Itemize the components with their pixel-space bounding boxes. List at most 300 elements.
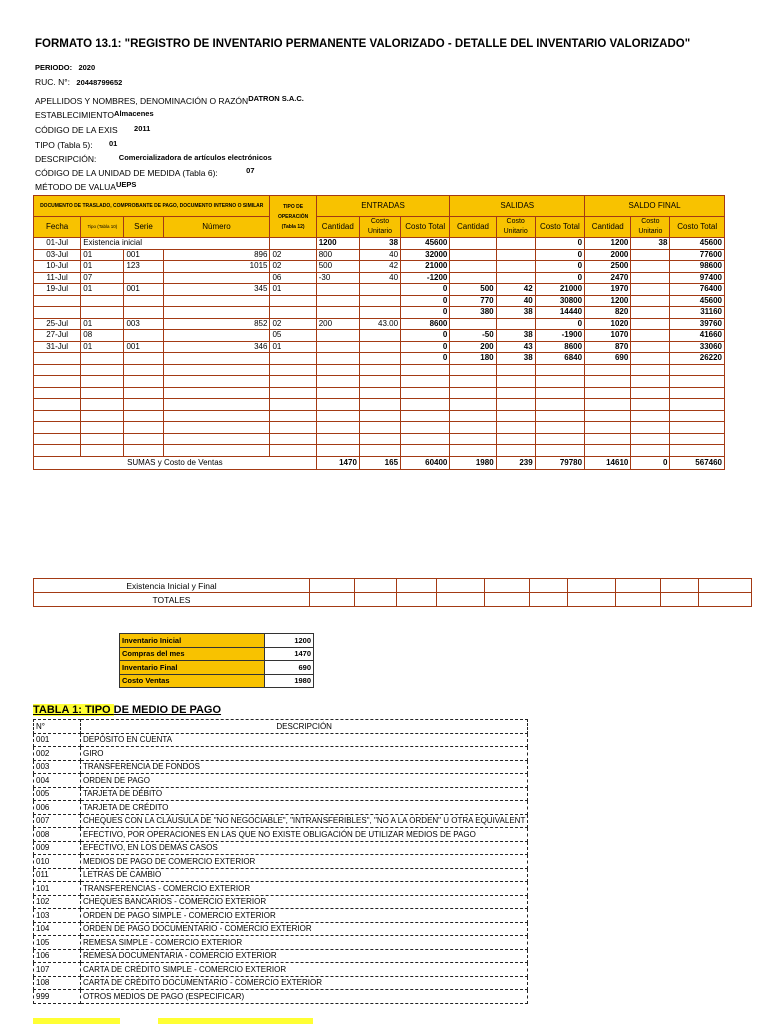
col-costo-total: Costo Total [401,217,450,238]
sum-cell: 60400 [401,456,450,469]
table-cell [34,376,81,388]
sumas-row [34,456,725,469]
pay-code: 999 [34,990,81,1004]
list-item [34,936,528,950]
table-cell [496,318,535,330]
ruc-row [35,77,122,87]
table-cell [316,445,359,457]
table-cell [535,387,584,399]
table-cell: 01 [270,341,316,353]
table-cell [316,295,359,307]
table-cell: 77600 [670,249,725,261]
table-cell: 0 [401,330,450,342]
table-cell [496,433,535,445]
table-cell [81,353,124,365]
table-cell [670,410,725,422]
table-cell [401,387,450,399]
table-cell: 45600 [670,238,725,250]
table-cell [670,364,725,376]
table-cell: 1200 [585,295,631,307]
table-cell [401,364,450,376]
table-cell: 39760 [670,318,725,330]
table-cell [450,318,496,330]
col-costo-unit: Costo Unitario [359,217,400,238]
table-cell [163,330,270,342]
table-cell: 001 [124,249,163,261]
table-cell [163,272,270,284]
col-tipo: Tipo (Tabla 10) [81,217,124,238]
table-cell [496,399,535,411]
table-cell [670,399,725,411]
table-cell [81,445,124,457]
table-cell [124,307,163,319]
pay-desc: CARTA DE CRÉDITO SIMPLE - COMERCIO EXTERIOR [81,963,528,977]
pay-desc: ORDEN DE PAGO SIMPLE - COMERCIO EXTERIOR [81,909,528,923]
col-fecha: Fecha [34,217,81,238]
pay-code: 001 [34,733,81,747]
list-item [34,828,528,842]
table-cell [496,364,535,376]
sumas-label: SUMAS y Costo de Ventas [34,456,317,469]
table-cell: 02 [270,318,316,330]
highlight-bar [158,1018,313,1024]
table-cell [124,387,163,399]
summary-value: 690 [265,661,314,675]
pay-desc: CARTA DE CRÉDITO DOCUMENTARIO - COMERCIO EXTERIOR [81,976,528,990]
table-cell: 07 [81,272,124,284]
list-item [34,949,528,963]
table-cell [585,422,631,434]
table-cell [316,433,359,445]
table-cell [359,422,400,434]
list-item [34,855,528,869]
table-cell: 896 [163,249,270,261]
table-cell [585,364,631,376]
table-cell [401,410,450,422]
table-cell [124,272,163,284]
pay-code: 107 [34,963,81,977]
table-cell: 43.00 [359,318,400,330]
table-cell [359,399,400,411]
table-cell [631,330,670,342]
ruc-value: 20448799652 [76,78,123,87]
table-cell: 11-Jul [34,272,81,284]
table-cell [270,376,316,388]
table-cell: 10-Jul [34,261,81,273]
table-cell [316,330,359,342]
table-cell: 43 [496,341,535,353]
table-cell: 0 [535,261,584,273]
totals-table [33,578,752,607]
pay-col-desc: DESCRIPCIÓN [81,720,528,734]
pay-desc: DEPÓSITO EN CUENTA [81,733,528,747]
summary-value: 1980 [265,674,314,688]
table-cell: 200 [316,318,359,330]
pay-code: 009 [34,841,81,855]
table-cell: 31160 [670,307,725,319]
table-cell [585,445,631,457]
table-cell: 0 [401,284,450,296]
sum-cell: 14610 [585,456,631,469]
table-cell: 42 [496,284,535,296]
table-cell [81,422,124,434]
table-cell: -30 [316,272,359,284]
table-cell: 200 [450,341,496,353]
table-cell [34,307,81,319]
estab-value: Almacenes [114,109,154,118]
pay-desc: OTROS MEDIOS DE PAGO (ESPECIFICAR) [81,990,528,1004]
table-cell [270,445,316,457]
table-cell: 345 [163,284,270,296]
table-cell [163,399,270,411]
pay-desc: TRANSFERENCIA DE FONDOS [81,760,528,774]
empty-row [34,387,725,399]
table-cell [496,387,535,399]
pay-code: 003 [34,760,81,774]
inventory-body [34,238,725,457]
table-cell [631,376,670,388]
table-row [34,238,725,250]
list-item [34,922,528,936]
table-cell [670,422,725,434]
table-cell [450,249,496,261]
table-cell [359,330,400,342]
table-cell: 6840 [535,353,584,365]
payment-table [33,719,528,1004]
estab-label: ESTABLECIMIENTO [35,110,115,120]
table-cell [535,445,584,457]
table-cell: -50 [450,330,496,342]
pay-desc: TARJETA DE CRÉDITO [81,801,528,815]
table-cell [270,433,316,445]
table-cell [81,433,124,445]
pay-code: 007 [34,814,81,828]
table-cell [270,410,316,422]
pay-desc: MEDIOS DE PAGO DE COMERCIO EXTERIOR [81,855,528,869]
table-cell: 0 [401,353,450,365]
table-cell [631,284,670,296]
table-cell: 06 [270,272,316,284]
table-cell [124,422,163,434]
unidad-row [35,168,255,178]
pay-desc: GIRO [81,747,528,761]
table-cell [34,410,81,422]
table-cell [163,410,270,422]
table-cell: 0 [401,295,450,307]
table-cell [124,330,163,342]
table-cell [270,353,316,365]
table-cell: 003 [124,318,163,330]
table-cell [670,445,725,457]
table-row [34,318,725,330]
pay-code: 011 [34,868,81,882]
table-cell [401,399,450,411]
tipo-value: 01 [109,139,118,148]
table-cell [535,364,584,376]
pay-desc: CHEQUES CON LA CLÁUSULA DE "NO NEGOCIABLE", "INTRANSFERIBLES", "NO A LA ORDEN" U OTRA EQUIVALENT [81,814,528,828]
table-cell [496,410,535,422]
table-cell [163,387,270,399]
table-cell: 08 [81,330,124,342]
unidad-value: 07 [246,166,255,175]
pay-code: 103 [34,909,81,923]
table-cell [535,376,584,388]
table-cell: 500 [450,284,496,296]
table-cell: 01 [81,249,124,261]
summary-label: Inventario Final [120,661,265,675]
table-cell [359,364,400,376]
table-cell: 8600 [535,341,584,353]
table-cell [631,341,670,353]
table-row [34,249,725,261]
table-cell: 40 [359,249,400,261]
table-cell: 98600 [670,261,725,273]
sum-cell: 165 [359,456,400,469]
inventory-table [33,195,725,470]
list-item [34,882,528,896]
periodo-row [35,62,95,72]
table-cell: 0 [535,249,584,261]
col-costo-total: Costo Total [535,217,584,238]
tabla1-title [33,704,221,716]
table-cell: 02 [270,249,316,261]
pay-code: 002 [34,747,81,761]
table-cell [450,376,496,388]
empty-row [34,376,725,388]
pay-code: 008 [34,828,81,842]
razon-row [35,96,304,106]
col-serie: Serie [124,217,163,238]
table-cell: 123 [124,261,163,273]
list-item [34,895,528,909]
sum-cell: 1470 [316,456,359,469]
pay-desc: EFECTIVO, EN LOS DEMÁS CASOS [81,841,528,855]
pay-code: 101 [34,882,81,896]
table-cell: 38 [496,307,535,319]
table-cell: 180 [450,353,496,365]
list-item [34,868,528,882]
table-cell: 1070 [585,330,631,342]
table-cell [585,376,631,388]
table-cell [496,272,535,284]
table-cell: 01 [270,284,316,296]
list-item [34,841,528,855]
col-cantidad: Cantidad [585,217,631,238]
table-cell [270,399,316,411]
table-cell: 800 [316,249,359,261]
table-cell: 0 [535,272,584,284]
col-cantidad: Cantidad [450,217,496,238]
pay-desc: EFECTIVO, POR OPERACIONES EN LAS QUE NO EXISTE OBLIGACIÓN DE UTILIZAR MEDIOS DE PAGO [81,828,528,842]
table-cell: Existencia inicial [81,238,270,250]
table-cell [270,307,316,319]
table-cell: 30800 [535,295,584,307]
codigo-row [35,125,150,135]
table-cell [496,376,535,388]
table-cell [34,353,81,365]
table-cell [124,399,163,411]
table-cell: 1970 [585,284,631,296]
table-cell [124,445,163,457]
table-cell [81,376,124,388]
table-cell [496,249,535,261]
metodo-value: UEPS [115,180,137,189]
empty-row [34,445,725,457]
table-cell [81,410,124,422]
table-cell [631,318,670,330]
table-cell: 01 [81,261,124,273]
table-cell: 0 [535,318,584,330]
periodo-value: 2020 [78,63,96,72]
table-cell: 97400 [670,272,725,284]
table-cell: 01 [81,341,124,353]
razon-label: APELLIDOS Y NOMBRES, DENOMINACIÓN O RAZÓN [35,96,249,106]
table-cell [163,307,270,319]
table-cell [359,445,400,457]
pay-code: 108 [34,976,81,990]
empty-row [34,364,725,376]
table-cell [401,445,450,457]
table-cell [124,295,163,307]
table-cell [450,387,496,399]
table-cell: 01 [81,318,124,330]
table-cell: 01 [81,284,124,296]
table-cell: 852 [163,318,270,330]
ruc-label: RUC. N°: [35,77,71,87]
codigo-label: CÓDIGO DE LA EXIS [35,125,118,135]
table-cell [359,353,400,365]
table-cell [535,399,584,411]
table-cell [81,364,124,376]
codigo-value: 2011 [134,124,151,133]
table-cell: 1200 [585,238,631,250]
table-cell [631,422,670,434]
table-row [34,307,725,319]
sum-cell: 79780 [535,456,584,469]
table-cell [585,399,631,411]
unidad-label: CÓDIGO DE LA UNIDAD DE MEDIDA (Tabla 6): [35,168,218,178]
table-cell [585,410,631,422]
table-cell: 001 [124,341,163,353]
table-cell [81,295,124,307]
pay-code: 106 [34,949,81,963]
table-cell: 0 [401,307,450,319]
desc-label: DESCRIPCIÓN: [35,154,97,164]
table-cell [163,422,270,434]
table-cell [359,307,400,319]
table-cell: 2470 [585,272,631,284]
col-numero: Número [163,217,270,238]
table-cell [124,433,163,445]
table-cell [631,272,670,284]
tabla1-title-highlight: TABLA 1: TIPO [33,704,114,716]
summary-label: Compras del mes [120,647,265,661]
pay-code: 010 [34,855,81,869]
table-cell [359,387,400,399]
empty-row [34,410,725,422]
list-item [34,760,528,774]
table-cell [585,433,631,445]
list-item [34,814,528,828]
table-cell: 38 [496,330,535,342]
empty-row [34,422,725,434]
table-cell [450,272,496,284]
pay-desc: TRANSFERENCIAS - COMERCIO EXTERIOR [81,882,528,896]
table-cell: 25-Jul [34,318,81,330]
table-row [34,272,725,284]
table-cell [450,238,496,250]
table-cell [163,433,270,445]
table-cell [631,353,670,365]
table-cell: 8600 [401,318,450,330]
table-cell: 03-Jul [34,249,81,261]
list-item [34,976,528,990]
table-cell [316,284,359,296]
table-cell: 42 [359,261,400,273]
table-cell: 690 [585,353,631,365]
metodo-row [35,182,136,192]
table-cell [631,433,670,445]
table-cell [450,422,496,434]
table-cell [316,341,359,353]
table-cell: 380 [450,307,496,319]
table-cell [270,238,316,250]
table-cell [450,433,496,445]
table-cell: 32000 [401,249,450,261]
table-cell [34,445,81,457]
table-cell [670,387,725,399]
tabla1-title-rest: DE MEDIO DE PAGO [113,704,222,716]
table-cell [163,353,270,365]
sum-cell: 567460 [670,456,725,469]
pay-desc: REMESA SIMPLE - COMERCIO EXTERIOR [81,936,528,950]
table-cell [163,364,270,376]
highlight-bar [33,1018,120,1024]
table-cell [631,249,670,261]
table-cell: 770 [450,295,496,307]
empty-row [34,433,725,445]
razon-value: DATRON S.A.C. [248,94,304,103]
saldo-header: SALDO FINAL [585,196,725,217]
table-cell [163,445,270,457]
list-item [34,963,528,977]
existencia-label: Existencia Inicial y Final [34,579,310,593]
table-cell: 870 [585,341,631,353]
desc-row [35,154,272,164]
table-row [34,284,725,296]
periodo-label: PERIODO: [35,63,73,72]
table-cell [401,422,450,434]
table-cell: 38 [496,353,535,365]
table-cell [670,433,725,445]
table-cell [316,410,359,422]
table-cell [124,376,163,388]
table-cell [316,376,359,388]
table-cell [359,410,400,422]
list-item [34,774,528,788]
list-item [34,787,528,801]
table-cell [631,387,670,399]
table-cell: 45600 [670,295,725,307]
pay-code: 004 [34,774,81,788]
desc-value: Comercializadora de artículos electrónicos [118,153,272,162]
table-cell [34,422,81,434]
table-cell: 001 [124,284,163,296]
entradas-header: ENTRADAS [316,196,450,217]
pay-desc: CHEQUES BANCARIOS - COMERCIO EXTERIOR [81,895,528,909]
table-cell [631,307,670,319]
list-item [34,747,528,761]
